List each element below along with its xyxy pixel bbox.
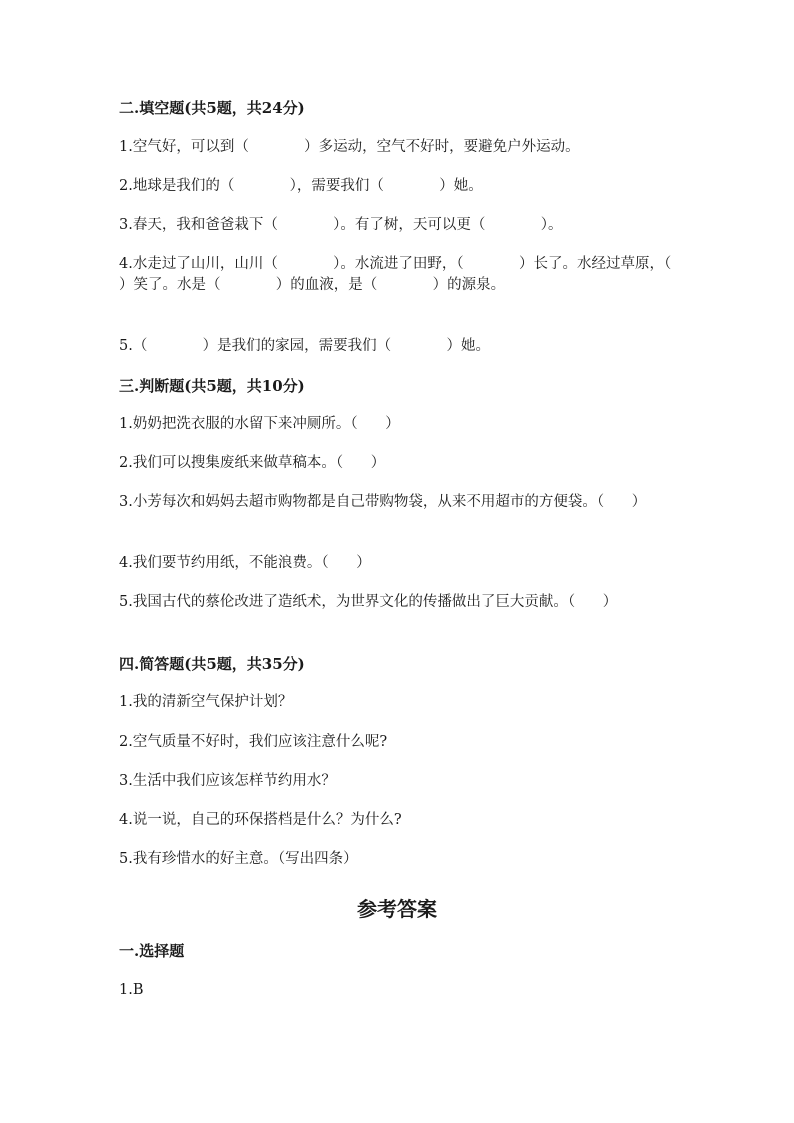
true-false-question-5: 5.我国古代的蔡伦改进了造纸术，为世界文化的传播做出了巨大贡献。（ ） [119,594,618,610]
answer-key-title: 参考答案 [357,897,437,921]
fill-blank-question-4: 4.水走过了山川，山川（ ）。水流进了田野，（ ）长了。水经过草原，（ ）笑了。水是（ ）的血液，是（ ）的源泉。 [119,256,727,293]
short-answer-question-3: 3.生活中我们应该怎样节约用水？ [119,773,336,789]
short-answer-question-4: 4.说一说，自己的环保搭档是什么？为什么? [119,812,402,828]
short-answer-question-2: 2.空气质量不好时，我们应该注意什么呢? [119,734,388,750]
short-answer-question-1: 1.我的清新空气保护计划？ [119,694,293,710]
answer-item-1: 1.B [119,982,144,998]
short-answer-question-5: 5.我有珍惜水的好主意。（写出四条） [119,851,358,867]
short-answer-heading: 四.简答题(共5题，共35分) [119,655,305,673]
fill-blank-question-2: 2.地球是我们的（ ），需要我们（ ）她。 [119,178,483,194]
answer-choice-heading: 一.选择题 [119,942,185,960]
fill-blank-question-3: 3.春天，我和爸爸栽下（ ）。有了树，天可以更（ ）。 [119,217,563,233]
fill-blank-heading: 二.填空题(共5题，共24分) [119,99,305,117]
true-false-heading: 三.判断题(共5题，共10分) [119,377,305,395]
true-false-question-1: 1.奶奶把洗衣服的水留下来冲厕所。（ ） [119,416,400,432]
true-false-question-2: 2.我们可以搜集废纸来做草稿本。（ ） [119,455,386,471]
true-false-question-4: 4.我们要节约用纸，不能浪费。（ ） [119,555,371,571]
fill-blank-question-1: 1.空气好，可以到（ ）多运动，空气不好时，要避免户外运动。 [119,139,580,155]
true-false-question-3: 3.小芳每次和妈妈去超市购物都是自己带购物袋，从来不用超市的方便袋。（ ） [119,494,647,510]
fill-blank-question-5: 5.（ ）是我们的家园，需要我们（ ）她。 [119,338,490,354]
